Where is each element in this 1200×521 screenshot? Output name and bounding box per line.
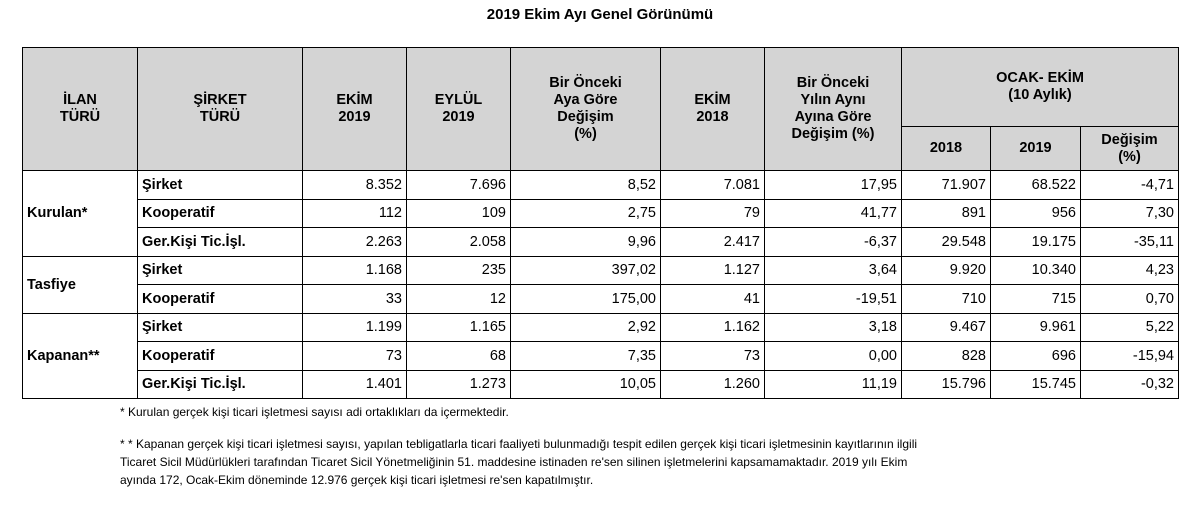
value-cell: 1.127: [661, 256, 765, 285]
value-cell: 7,30: [1081, 199, 1179, 228]
group-label: Kapanan**: [23, 313, 138, 399]
header-line: Yılın Aynı: [800, 92, 866, 108]
footnote-line: * * Kapanan gerçek kişi ticari işletmesi sayısı, yapılan tebligatlarla ticari faaliyeti bulunmadığı tespit edilen gerçek kişi ticari işletmesinin kayıtlarının ilgili: [120, 437, 918, 451]
header-ilan-turu: [23, 48, 138, 171]
table-row: [23, 256, 1179, 285]
value-cell: 7,35: [511, 342, 661, 371]
header-line: TÜRÜ: [199, 109, 241, 125]
page-title: 2019 Ekim Ayı Genel Görünümü: [486, 6, 714, 23]
table-row: [23, 342, 1179, 371]
value-cell: 73: [661, 342, 765, 371]
value-cell: 7.081: [661, 171, 765, 200]
value-cell: 828: [902, 342, 991, 371]
header-line: (%): [1118, 148, 1141, 165]
value-cell: 2.058: [407, 228, 511, 257]
company-type-cell: Kooperatif: [138, 285, 303, 314]
value-cell: 109: [407, 199, 511, 228]
value-cell: -35,11: [1081, 228, 1179, 257]
value-cell: 696: [991, 342, 1081, 371]
table-body: [23, 171, 1179, 399]
footnote-line: ayında 172, Ocak-Ekim döneminde 12.976 gerçek kişi ticari işletmesi re'sen kapatılmıştır.: [120, 473, 594, 487]
value-cell: 15.745: [991, 370, 1081, 399]
header-line: TÜRÜ: [59, 109, 101, 125]
header-line: 2019: [442, 109, 475, 125]
value-cell: 1.273: [407, 370, 511, 399]
value-cell: 1.165: [407, 313, 511, 342]
table-row: [23, 228, 1179, 257]
value-cell: 1.168: [303, 256, 407, 285]
value-cell: 2.263: [303, 228, 407, 257]
header-degisim: [1081, 127, 1179, 171]
value-cell: 9.920: [902, 256, 991, 285]
value-cell: 5,22: [1081, 313, 1179, 342]
value-cell: -4,71: [1081, 171, 1179, 200]
header-ekim-2018: [661, 48, 765, 171]
header-line: Bir Önceki: [796, 75, 870, 91]
company-type-cell: Ger.Kişi Tic.İşl.: [138, 228, 303, 257]
value-cell: 71.907: [902, 171, 991, 200]
header-line: 2019: [338, 109, 371, 125]
value-cell: 956: [991, 199, 1081, 228]
value-cell: 4,23: [1081, 256, 1179, 285]
value-cell: 41,77: [765, 199, 902, 228]
value-cell: -19,51: [765, 285, 902, 314]
value-cell: 33: [303, 285, 407, 314]
value-cell: 235: [407, 256, 511, 285]
value-cell: 715: [991, 285, 1081, 314]
value-cell: 8.352: [303, 171, 407, 200]
value-cell: 3,64: [765, 256, 902, 285]
value-cell: 68.522: [991, 171, 1081, 200]
value-cell: 68: [407, 342, 511, 371]
value-cell: 0,70: [1081, 285, 1179, 314]
table-row: [23, 313, 1179, 342]
header-ekim-2019: [303, 48, 407, 171]
value-cell: 15.796: [902, 370, 991, 399]
table-row: [23, 199, 1179, 228]
company-type-cell: Şirket: [138, 313, 303, 342]
value-cell: 2.417: [661, 228, 765, 257]
statistics-table: [22, 47, 1179, 399]
footnotes: [120, 403, 1120, 489]
value-cell: -6,37: [765, 228, 902, 257]
value-cell: 710: [902, 285, 991, 314]
value-cell: 9,96: [511, 228, 661, 257]
table-row: [23, 370, 1179, 399]
header-line: ŞİRKET: [193, 92, 247, 108]
company-type-cell: Kooperatif: [138, 199, 303, 228]
value-cell: 41: [661, 285, 765, 314]
value-cell: 29.548: [902, 228, 991, 257]
value-cell: 112: [303, 199, 407, 228]
value-cell: 397,02: [511, 256, 661, 285]
header-line: Değişim: [557, 109, 614, 125]
header-line: (10 Aylık): [1008, 87, 1072, 103]
value-cell: 19.175: [991, 228, 1081, 257]
group-label: Kurulan*: [23, 171, 138, 257]
header-sirket-turu: [138, 48, 303, 171]
header-eylul-2019: [407, 48, 511, 171]
header-line: Ayına Göre: [794, 109, 872, 125]
value-cell: 2,75: [511, 199, 661, 228]
value-cell: -0,32: [1081, 370, 1179, 399]
value-cell: 1.199: [303, 313, 407, 342]
value-cell: 9.467: [902, 313, 991, 342]
company-type-cell: Şirket: [138, 171, 303, 200]
value-cell: 175,00: [511, 285, 661, 314]
header-onceki-ay-degisim: [511, 48, 661, 171]
value-cell: 8,52: [511, 171, 661, 200]
header-2018: 2018: [902, 127, 991, 171]
header-line: Değişim: [1101, 131, 1158, 148]
table-row: [23, 171, 1179, 200]
value-cell: 12: [407, 285, 511, 314]
value-cell: 1.162: [661, 313, 765, 342]
header-line: OCAK- EKİM: [996, 70, 1084, 86]
value-cell: 1.401: [303, 370, 407, 399]
header-onceki-yil-degisim: [765, 48, 902, 171]
value-cell: 73: [303, 342, 407, 371]
header-ocak-ekim: [902, 48, 1179, 127]
header-line: (%): [574, 126, 597, 142]
header-line: Değişim (%): [791, 126, 875, 142]
header-2019: 2019: [991, 127, 1081, 171]
header-line: İLAN: [63, 92, 97, 108]
header-line: Aya Göre: [553, 92, 618, 108]
value-cell: 1.260: [661, 370, 765, 399]
company-type-cell: Şirket: [138, 256, 303, 285]
footnote-kapanan: [120, 435, 1120, 489]
header-line: Bir Önceki: [549, 75, 622, 91]
value-cell: 9.961: [991, 313, 1081, 342]
header-line: 2018: [696, 109, 729, 125]
value-cell: 10,05: [511, 370, 661, 399]
group-label: Tasfiye: [23, 256, 138, 313]
value-cell: 11,19: [765, 370, 902, 399]
value-cell: -15,94: [1081, 342, 1179, 371]
company-type-cell: Kooperatif: [138, 342, 303, 371]
value-cell: 10.340: [991, 256, 1081, 285]
header-line: EKİM: [694, 92, 731, 108]
table-row: [23, 285, 1179, 314]
value-cell: 7.696: [407, 171, 511, 200]
footnote-kurulan: * Kurulan gerçek kişi ticari işletmesi sayısı adi ortaklıkları da içermektedir.: [120, 405, 509, 419]
footnote-line: Ticaret Sicil Müdürlükleri tarafından Ticaret Sicil Yönetmeliğinin 51. maddesine istinaden re'sen silinen işletmelerini kapsamamaktadır. 2019 yılı Ekim: [120, 455, 908, 469]
company-type-cell: Ger.Kişi Tic.İşl.: [138, 370, 303, 399]
header-line: EYLÜL: [434, 92, 483, 108]
value-cell: 3,18: [765, 313, 902, 342]
header-line: EKİM: [336, 92, 373, 108]
value-cell: 891: [902, 199, 991, 228]
value-cell: 17,95: [765, 171, 902, 200]
value-cell: 0,00: [765, 342, 902, 371]
value-cell: 79: [661, 199, 765, 228]
value-cell: 2,92: [511, 313, 661, 342]
